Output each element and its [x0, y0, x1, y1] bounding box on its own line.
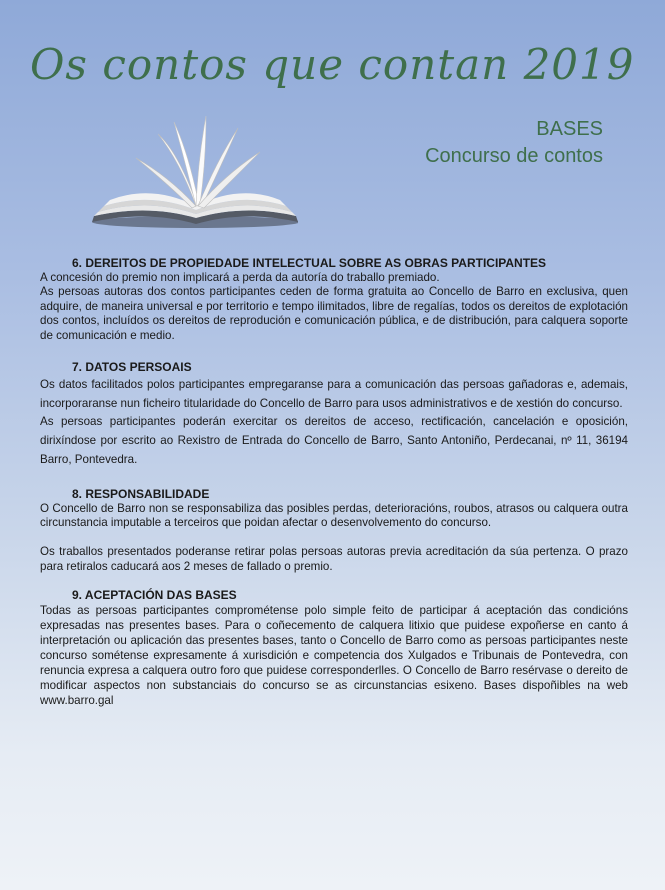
section-acceptance: [40, 588, 628, 708]
rules-content: [40, 256, 628, 708]
section-paragraph: As persoas participantes poderán exercitar os dereitos de acceso, rectificación, cancelación e oposición, dirixíndose por escrito ao Rexistro de Entrada do Concello de Barro, Santo Antoniño, Perdecanai, nº 11, 36194 Barro, Pontevedra.: [40, 415, 628, 466]
section-heading: 8. RESPONSABILIDADE: [72, 487, 210, 502]
section-paragraph: As persoas autoras dos contos participantes ceden de forma gratuita ao Concello de Barro en exclusiva, quen adquire, de maneira universal e por territorio e tempo ilimitados, libre de regalías, todos os dereitos de explotación dos contos, incluídos os dereitos de reprodución e comunicación pública, e de distribución, para calquera soporte de comunicación e medio.: [40, 285, 628, 342]
open-book-icon: [88, 112, 298, 232]
section-paragraph: Os traballos presentados poderanse retirar polas persoas autoras previa acreditación da súa pertenza. O prazo para retiralos caducará aos 2 meses de fallado o premio.: [40, 544, 628, 573]
section-paragraph: Os datos facilitados polos participantes empregaranse para a comunicación das persoas gañadoras e, ademais, incorporaranse nun ficheiro titularidade do Concello de Barro para usos administrativos e de xestión do concurso.: [40, 378, 628, 410]
section-responsibility: [40, 487, 628, 574]
section-paragraph: A concesión do premio non implicará a perda da autoría do traballo premiado.: [40, 270, 440, 284]
section-heading: 7. DATOS PERSOAIS: [72, 359, 192, 374]
section-paragraph: Todas as persoas participantes comprométense polo simple feito de participar á aceptación das condicións expresadas nas presentes bases. Para o coñecemento de calquera litixio que puidese expoñerse en canto á interpretación ou aplicación das presentes bases, tanto o Concello de Barro como as persoas participantes neste concurso sométense expresamente á xurisdición e competencia dos Xulgados e Tribunais de Pontevedra, con renuncia expresa a calquera outro foro que puidese corresponderlles. O Concello de Barro resérvase o dereito de modificar aspectos non substanciais do concurso se as circunstancias esixeno. Bases dispoñibles na web www.barro.gal: [40, 603, 628, 707]
bases-label: BASES: [536, 118, 603, 140]
section-intellectual-property: [40, 256, 628, 344]
section-heading: 6. DEREITOS DE PROPIEDADE INTELECTUAL SOBRE AS OBRAS PARTICIPANTES: [72, 256, 547, 270]
section-personal-data: [40, 360, 628, 470]
section-paragraph: O Concello de Barro non se responsabiliza das posibles perdas, deterioracións, roubos, atrasos ou calquera outra circunstancia imputable a terceiros que poidan afectar o desenvolvemento do concurso.: [40, 501, 628, 530]
contest-subtitle: Concurso de contos: [425, 145, 603, 167]
section-heading: 9. ACEPTACIÓN DAS BASES: [72, 588, 237, 603]
poster-title: Os contos que contan 2019: [30, 40, 635, 89]
